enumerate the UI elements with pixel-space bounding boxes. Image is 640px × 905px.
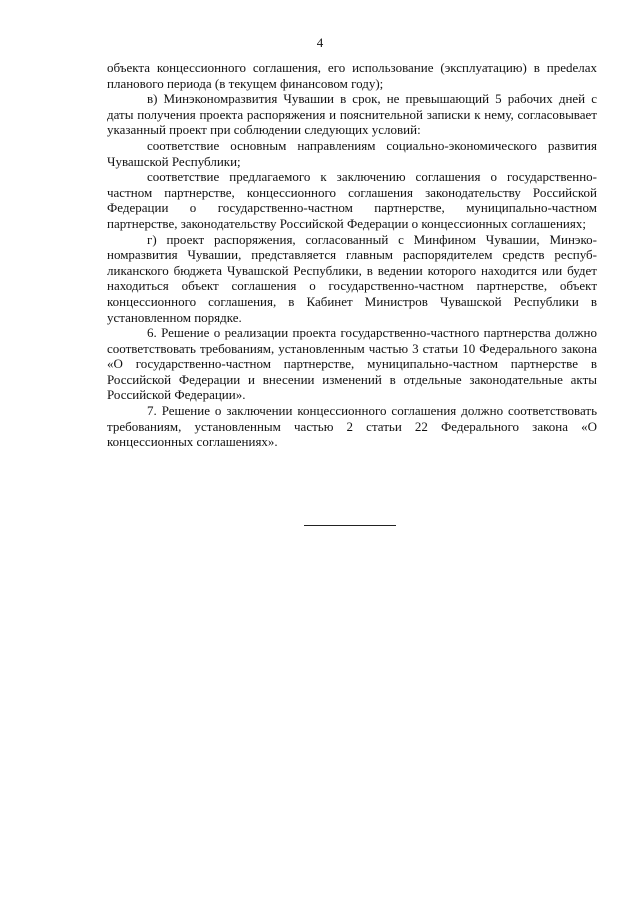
paragraph-item-g: г) проект распоряжения, согласованный с Минфином Чувашии, Минэкономразвития Чувашии, представляется главным распорядителем средств республиканского бюджета Чувашской Республики, в ведении которого находится или будет находиться объект соглашения о государственно-частном партнерстве, объект концессионного соглашения, в Кабинет Министров Чувашской Республики в установленном порядке.	[107, 231, 597, 325]
paragraph-condition-2: соответствие предлагаемого к заключению соглашения о государственно-частном партнерстве, концессионного соглашения законодательству Российской Федерации о государственно-частном партнерстве, муниципально-частном партнерстве, законодательству Российской Федерации о концессионных соглашениях;	[107, 169, 597, 231]
paragraph-continuation: объекта концессионного соглашения, его использование (эксплуатацию) в преdелах планового периода (в текущем финансовом году);	[107, 60, 597, 91]
paragraph-clause-7: 7. Решение о заключении концессионного соглашения должно соответствовать требованиям, установленным частью 2 статьи 22 Федерального закона «О концессионных соглашениях».	[107, 403, 597, 450]
document-body	[107, 60, 597, 450]
page-number: 4	[316, 35, 324, 50]
paragraph-item-v: в) Минэкономразвития Чувашии в срок, не превышающий 5 рабочих дней с даты получения проекта распоряжения и пояснительной записки к нему, согласовывает указанный проект при соблюдении следующих условий:	[107, 91, 597, 138]
paragraph-clause-6: 6. Решение о реализации проекта государственно-частного партнерства должно соответствовать требованиям, установленным частью 3 статьи 10 Федерального закона «О государственно-частном партнерстве, муниципально-частном партнерстве в Российской Федерации и внесении изменений в отдельные законодательные акты Российской Федерации».	[107, 325, 597, 403]
end-separator-line	[304, 525, 396, 526]
paragraph-condition-1: соответствие основным направлениям социально-экономического развития Чувашской Республики;	[107, 137, 597, 169]
